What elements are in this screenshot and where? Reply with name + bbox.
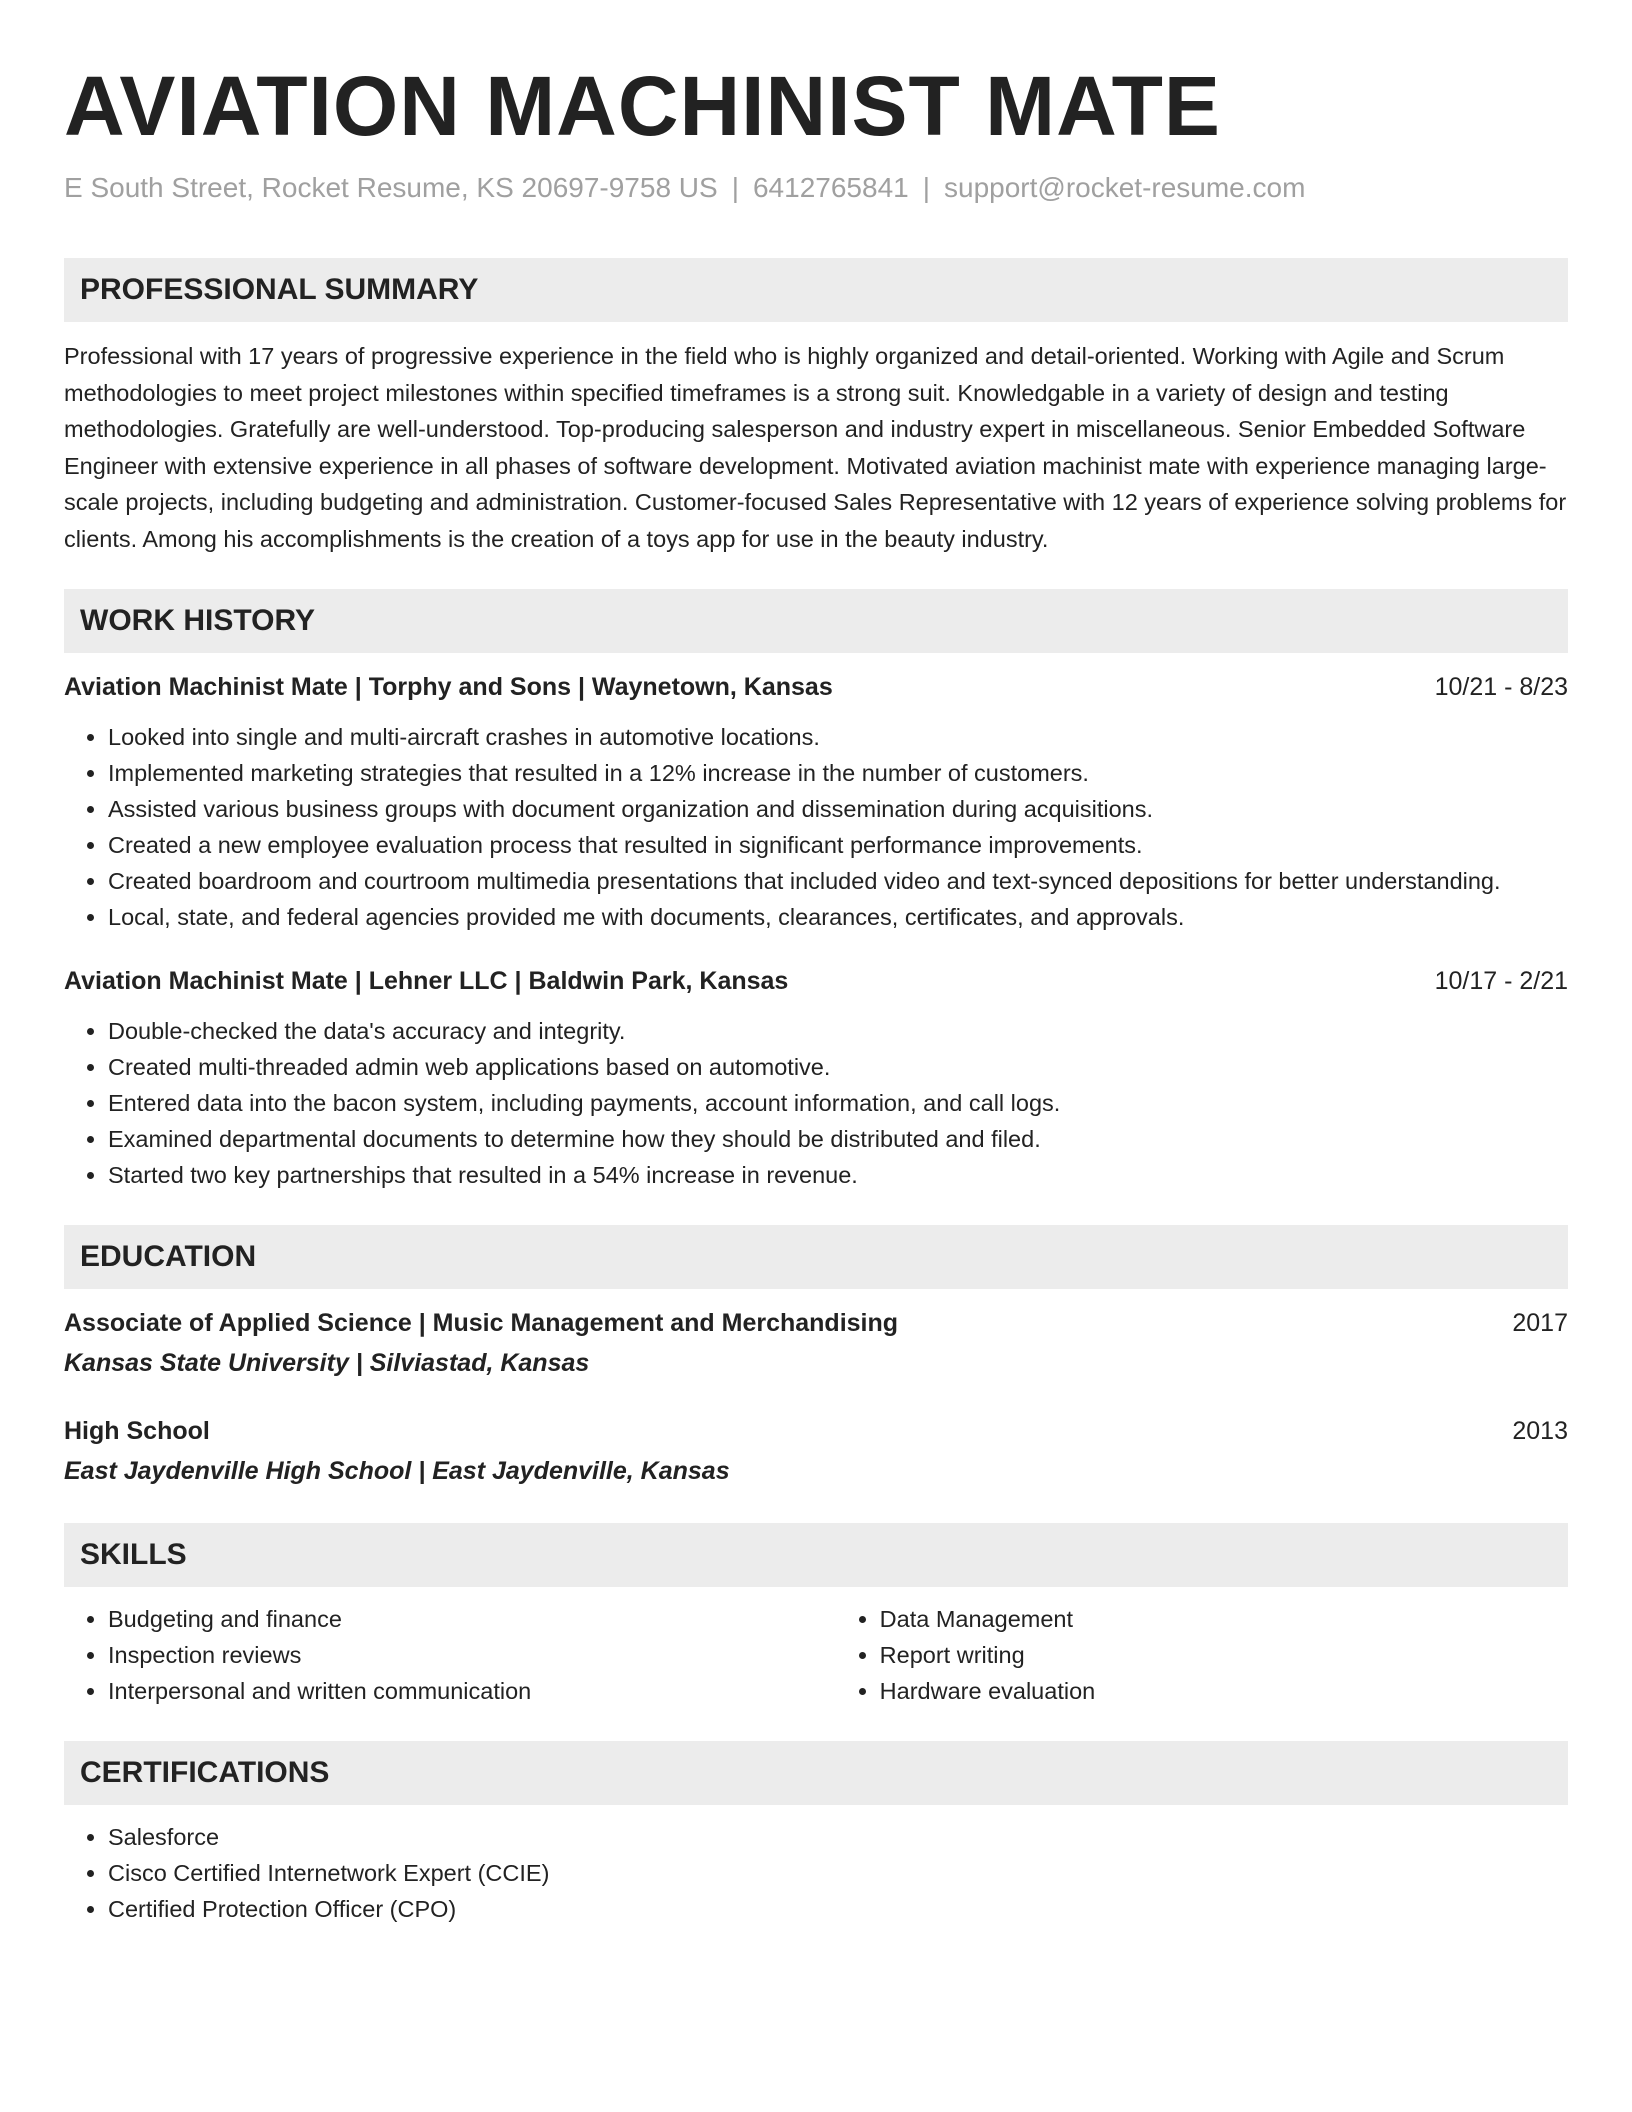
skills-list-right [836, 1601, 1568, 1709]
list-item: • Entered data into the bacon system, including payments, account information, and call logs. [108, 1085, 1568, 1121]
list-item: • Created a new employee evaluation process that resulted in significant performance improvements. [108, 827, 1568, 863]
contact-address: E South Street, Rocket Resume, KS 20697-9758 US [64, 172, 718, 203]
work-history-section [64, 589, 1568, 1193]
list-item: • Certified Protection Officer (CPO) [108, 1891, 1568, 1927]
education-header [64, 1413, 1568, 1449]
graduation-year: 2013 [1512, 1417, 1568, 1445]
skills-heading: SKILLS [64, 1523, 1568, 1587]
education-header [64, 1305, 1568, 1341]
contact-phone: 6412765841 [752, 172, 909, 203]
job-title: Aviation Machinist Mate | Torphy and Sons | Waynetown, Kansas [64, 673, 833, 701]
graduation-year: 2017 [1512, 1309, 1568, 1337]
list-item: • Report writing [880, 1637, 1568, 1673]
education-entry [64, 1305, 1568, 1381]
candidate-name: AVIATION MACHINIST MATE [64, 59, 1221, 153]
list-item: • Double-checked the data's accuracy and integrity. [108, 1013, 1568, 1049]
list-item: • Created multi-threaded admin web applications based on automotive. [108, 1049, 1568, 1085]
summary-section [64, 258, 1568, 557]
list-item: • Inspection reviews [108, 1637, 836, 1673]
job-entry [64, 669, 1568, 935]
contact-separator: | [922, 172, 930, 203]
list-item: • Hardware evaluation [880, 1673, 1568, 1709]
summary-text: Professional with 17 years of progressive experience in the field who is highly organized and detail-oriented. Working with Agile and Scrum methodologies to meet project milestones within specified timeframes is a strong suit. Knowledgable in a variety of design and testing methodologies. Gratefully are well-understood. Top-producing salesperson and industry expert in miscellaneous. Senior Embedded Software Engineer with extensive experience in all phases of software development. Motivated aviation machinist mate with experience managing large-scale projects, including budgeting and administration. Customer-focused Sales Representative with 12 years of experience solving problems for clients. Among his accomplishments is the creation of a toys app for use in the beauty industry. [64, 343, 1567, 552]
certifications-list [64, 1819, 1568, 1927]
education-section [64, 1225, 1568, 1489]
education-heading: EDUCATION [64, 1225, 1568, 1289]
summary-heading: PROFESSIONAL SUMMARY [64, 258, 1568, 322]
list-item: • Salesforce [108, 1819, 1568, 1855]
skills-section [64, 1523, 1568, 1709]
job-duties-list [64, 1013, 1568, 1193]
certifications-heading: CERTIFICATIONS [64, 1741, 1568, 1805]
school-name: Kansas State University | Silviastad, Kansas [64, 1349, 590, 1377]
list-item: • Local, state, and federal agencies provided me with documents, clearances, certificates, and approvals. [108, 899, 1568, 935]
school-name: East Jaydenville High School | East Jaydenville, Kansas [64, 1457, 730, 1485]
degree-title: High School [64, 1417, 210, 1445]
contact-separator: | [731, 172, 739, 203]
job-entry [64, 963, 1568, 1193]
list-item: • Implemented marketing strategies that resulted in a 12% increase in the number of customers. [108, 755, 1568, 791]
contact-email: support@rocket-resume.com [944, 172, 1306, 203]
job-header [64, 669, 1568, 705]
job-dates: 10/17 - 2/21 [1434, 967, 1568, 995]
degree-title: Associate of Applied Science | Music Management and Merchandising [64, 1309, 899, 1337]
skills-list-left [64, 1601, 836, 1709]
job-dates: 10/21 - 8/23 [1434, 673, 1568, 701]
list-item: • Budgeting and finance [108, 1601, 836, 1637]
contact-line [64, 168, 1568, 208]
job-header [64, 963, 1568, 999]
skills-grid [64, 1601, 1568, 1709]
list-item: • Looked into single and multi-aircraft crashes in automotive locations. [108, 719, 1568, 755]
list-item: • Created boardroom and courtroom multimedia presentations that included video and text-synced depositions for better understanding. [108, 863, 1568, 899]
job-title: Aviation Machinist Mate | Lehner LLC | Baldwin Park, Kansas [64, 967, 789, 995]
list-item: • Started two key partnerships that resulted in a 54% increase in revenue. [108, 1157, 1568, 1193]
list-item: • Cisco Certified Internetwork Expert (CCIE) [108, 1855, 1568, 1891]
education-entry [64, 1413, 1568, 1489]
list-item: • Examined departmental documents to determine how they should be distributed and filed. [108, 1121, 1568, 1157]
job-duties-list [64, 719, 1568, 935]
work-history-heading: WORK HISTORY [64, 589, 1568, 653]
certifications-section [64, 1741, 1568, 1927]
list-item: • Interpersonal and written communication [108, 1673, 836, 1709]
list-item: • Assisted various business groups with document organization and dissemination during acquisitions. [108, 791, 1568, 827]
list-item: • Data Management [880, 1601, 1568, 1637]
